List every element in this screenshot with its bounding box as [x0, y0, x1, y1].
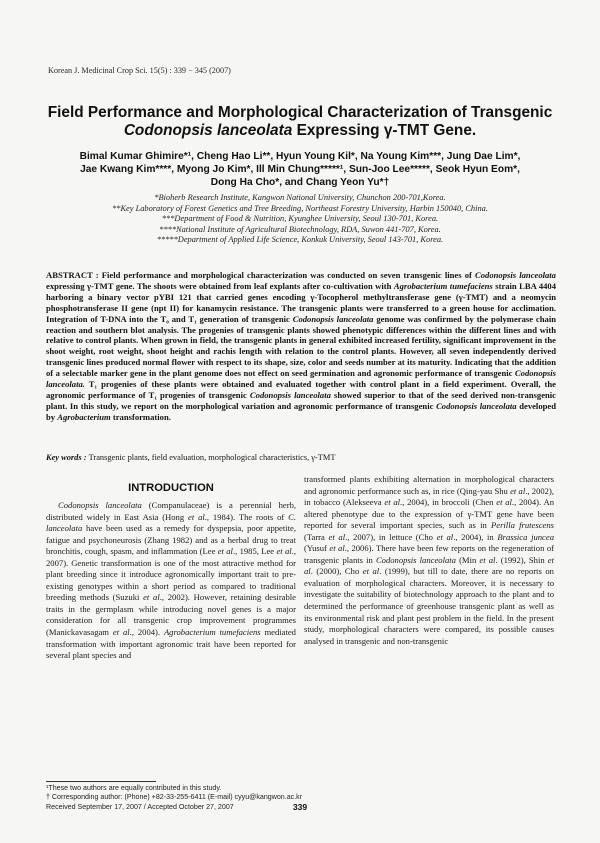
body-column-right: [304, 474, 554, 647]
affiliations: [60, 193, 540, 246]
footnote-divider: [46, 781, 156, 782]
abstract-text: genome was confirmed by the polymerase chain reaction and southern blot analysis. The progenies of transgenic plants showed phenotypic differences within the different lines and with relative to control plants. When grown in field, the transgenic plants in general exhibited increased fertility, significant improvement in the shoot weight, root weight, shoot height and rachis length with relation to the control plants. However, all seven independently derived transgenic lines produced normal flower with respect to its shape, size, color and seeds number at its maturity. Indicating that the addition of a selectable marker gene in the plant genome does not effect on seed germination and agronomic performance of transgenic: [46, 313, 556, 379]
journal-citation: Korean J. Medicinal Crop Sci. 15(5) : 339 − 345 (2007): [48, 66, 231, 75]
paper-title: [40, 104, 560, 140]
abstract-species: Agrobacterium tumefaciens: [393, 280, 493, 291]
abstract-species: Agrobacterium: [57, 411, 111, 422]
title-line-1: Field Performance and Morphological Characterization of Transgenic: [47, 104, 553, 121]
affiliation: *Bioherb Research Institute, Kangwon National University, Chunchon 200-701,Korea.: [154, 193, 446, 202]
body-text: ., 2007). Genetic transformation is one of the most attractive method for plant breeding since it introduce agronomically important trait to pre-existing genotypes within a short period as compared to traditional breeding methods (Suzuki: [46, 546, 296, 603]
body-column-left: [46, 500, 296, 662]
keywords-text: Transgenic plants, field evaluation, morphological characteristics, γ-TMT: [88, 453, 336, 462]
body-italic: et al: [188, 511, 205, 522]
body-text: ., 2007), in lettuce (Cho: [345, 531, 437, 542]
body-italic: et al: [304, 554, 554, 577]
abstract: [46, 270, 556, 423]
abstract-text: expressing γ-TMT gene. The shoots were obtained from leaf explants after co-cultivation with: [46, 280, 394, 291]
body-italic: et al: [276, 546, 292, 557]
body-italic: et al: [384, 497, 401, 508]
body-text: . (1999), but till to date, there are no reports on evaluation of morphological characters. Moreover, it is necessary to investigate the suitability of biotechnology approach to the plant and to determined the performance of greenhouse transgenic plant as well as its environmental risk and plant pest problem in the field. In the present study, morphological characters were compared, its possible causes analysed in transgenic and non-transgenic: [304, 566, 554, 646]
footnote: † Corresponding author: (Phone) +82-33-255-6411 (E-mail) cyyu@kangwon.ac.kr: [46, 793, 303, 802]
body-text: ., 2006). There have been few reports on the regeneration of transgenic plants in: [304, 543, 554, 565]
body-italic: et al: [328, 531, 346, 542]
affiliation: ***Department of Food & Nutrition, Kyunghee University, Seoul 130-701, Korea.: [161, 214, 439, 224]
abstract-text: transformation.: [110, 411, 171, 422]
keywords: [46, 452, 556, 463]
body-italic: Codonopsis lanceolata: [375, 554, 456, 565]
abstract-label: ABSTRACT :: [46, 270, 102, 280]
abstract-text: Field performance and morphological characterization was conducted on seven transgenic lines of: [101, 270, 476, 280]
authors-line-2: Jae Kwang Kim****, Myong Jo Kim*, Ill Min Chung*****¹, Sun-Joo Lee*****, Seok Hyun Eom*,: [80, 164, 520, 175]
title-line-2: [40, 122, 560, 140]
body-text: (Companulaceae) is a perennial herb, distributed widely in East Asia (Hong: [46, 500, 297, 522]
abstract-text: developed by: [46, 400, 556, 422]
body-text: ., 2002). However, retaining desirable traits in the germplasm while introducing novel genes is a major consideration for all transgenic crop improvement programmes (Manickavasagam: [46, 592, 296, 638]
authors-line-1: Bimal Kumar Ghimire*¹, Cheng Hao Li**, Hyun Young Kil*, Na Young Kim***, Jung Dae Lim*,: [79, 151, 521, 162]
body-text: ., 1985, Lee: [232, 546, 277, 557]
body-italic: et al: [217, 546, 233, 557]
body-italic: Perilla frutescens: [491, 520, 554, 531]
affiliation: **Key Laboratory of Forest Genetics and Tree Breeding, Northeast Forestry University, Harbin 150040, China.: [112, 203, 488, 213]
body-italic: Codonopsis lanceolata: [58, 500, 142, 510]
body-italic: et al: [496, 497, 512, 508]
keywords-label: Key words :: [46, 453, 89, 462]
abstract-species: Codonopsis lanceolata: [249, 389, 331, 400]
footnote: ¹These two authors are equally contributed in this study.: [46, 784, 222, 792]
body-italic: Brassica juncea: [497, 531, 554, 542]
body-text: ., 2004), in broccoli (Chen: [400, 497, 497, 508]
affiliation: *****Department of Applied Life Science, Konkuk University, Seoul 143-701, Korea.: [156, 235, 444, 245]
body-text: ., 2004), in: [453, 531, 498, 542]
abstract-text: showed superior to that of the seed derived non-transgenic plant. In this study, we report on the morphological variation and agronomic performance of transgenic: [46, 389, 556, 411]
body-text: ., 1984). The roots of: [204, 511, 289, 522]
body-italic: Agrobacterium tumefaciens: [163, 627, 261, 638]
body-text: . (2000), Cho: [310, 566, 363, 577]
title-species: Codonopsis lanceolata: [123, 122, 293, 139]
abstract-text: T₁ progenies of these plants were obtained and evaluated together with control plant in a field experiment. Overall, the agronomic performance of T₁ progenies of transgenic: [46, 379, 556, 400]
body-italic: et al: [436, 531, 454, 542]
body-italic: et al: [329, 543, 345, 554]
body-text: ., 2004). An altered phenotype due to the expression of γ-TMT gene have been reported for several important species, such as in: [304, 497, 554, 531]
body-italic: et al: [143, 592, 160, 603]
body-italic: et al: [510, 485, 526, 496]
body-italic: C. lanceolata: [46, 511, 296, 534]
body-text: (Yusuf: [304, 543, 330, 554]
body-text: ., 2004).: [129, 627, 164, 638]
body-text: ., 2002), in tobacco (Alekseeva: [304, 485, 554, 508]
body-text: (Min: [455, 554, 480, 565]
body-italic: et al: [479, 554, 496, 565]
author-list: [60, 150, 540, 189]
abstract-text: strain LBA 4404 harboring a binary vector pYBI 121 that carried genes encoding γ-Tocopherol methyltransferase gene (γ-TMT) and a neomycin phosphotransferase II gene (npt II) for kanamycin resistance. The transgenic plants were transferred to a green house for acclimation. Integration of T-DNA into the T₀ and T₁ generation of transgenic: [46, 280, 557, 324]
abstract-species: Codonopsis lanceolata: [475, 270, 556, 280]
body-italic: et al: [112, 627, 130, 638]
footnote: Received September 17, 2007 / Accepted October 27, 2007: [46, 802, 234, 811]
body-text: transformed plants exhibiting alternation in morphological characters and agronomic performance such as, in rice (Qing-yau Shu: [304, 474, 554, 496]
abstract-species: Codonopsis lanceolata: [292, 313, 374, 324]
abstract-species: Codonopsis lanceolata.: [46, 368, 556, 390]
body-text: . (1992), Shin: [495, 554, 548, 565]
abstract-species: Codonopsis lanceolata: [436, 400, 517, 411]
body-italic: et al: [362, 566, 380, 577]
title-rest: Expressing γ-TMT Gene.: [292, 122, 477, 139]
authors-line-3: Dong Ha Cho*, and Chang Yeon Yu*†: [210, 177, 390, 188]
body-text: (Tarra: [304, 531, 329, 542]
page-number: 339: [292, 802, 308, 812]
body-text: have been used as a remedy for dyspepsia, poor appetite, fatigue and psychoneurosis (Zhang 1982) and as a herbal drug to treat bronchitis, cough, spasm, and inflammation (Lee: [46, 523, 296, 557]
section-heading-introduction: INTRODUCTION: [128, 482, 214, 494]
affiliation: ****National Institute of Agricultural Biotechnology, RDA, Suwon 441-707, Korea.: [159, 224, 441, 234]
body-text: mediated transformation with important agronomic trait have been reported for several plant species and: [46, 627, 296, 661]
